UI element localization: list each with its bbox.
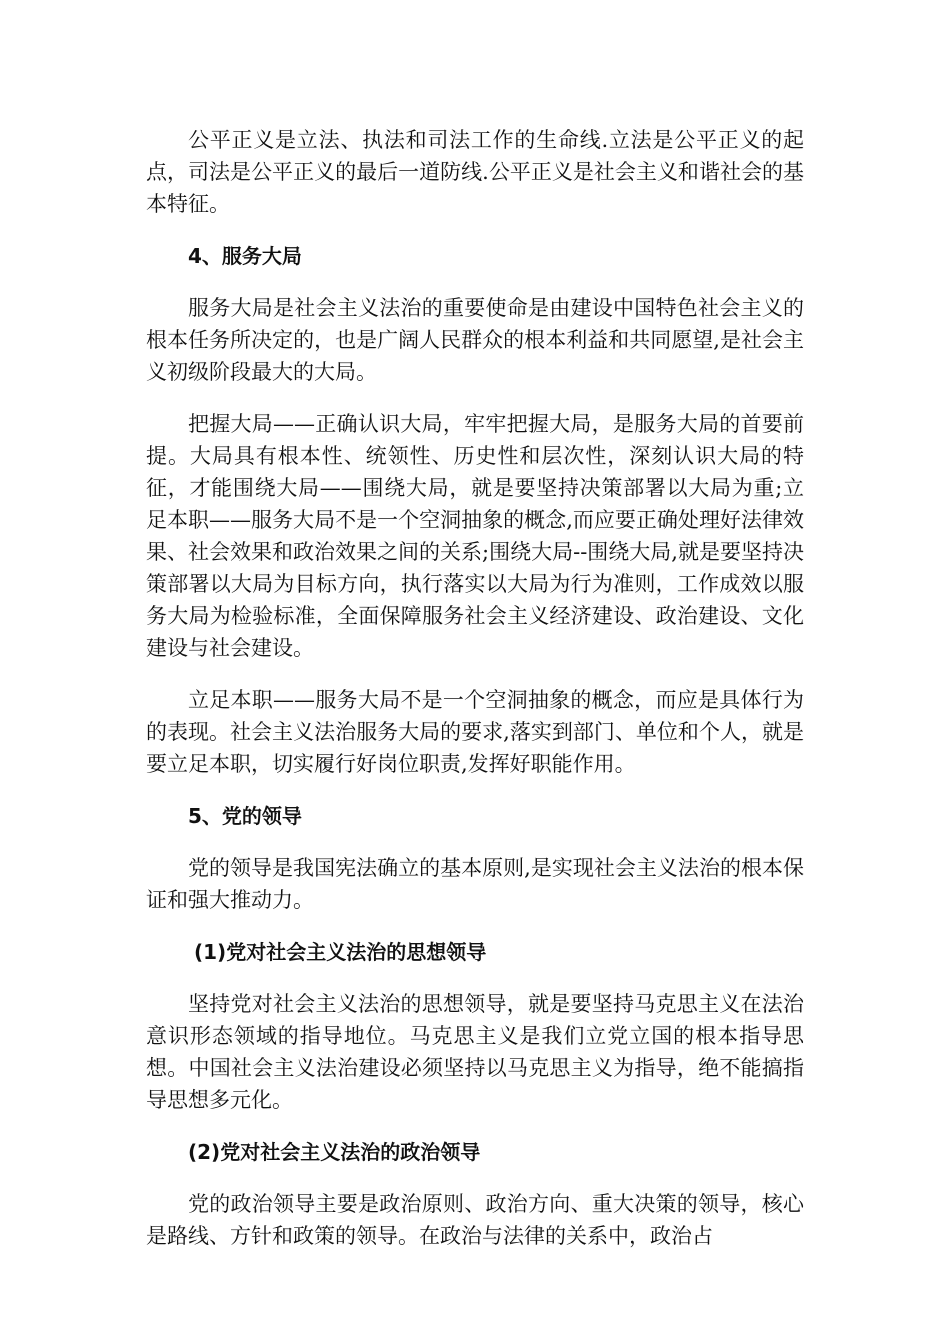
paragraph-ideological-leadership: 坚持党对社会主义法治的思想领导，就是要坚持马克思主义在法治意识形态领域的指导地位。马克思主义是我们立党立国的根本指导思想。中国社会主义法治建设必须坚持以马克思主义为指导，绝不能搞指导思想多元化。 [146, 992, 804, 1112]
paragraph-fairness: 公平正义是立法、执法和司法工作的生命线.立法是公平正义的起点，司法是公平正义的最后一道防线.公平正义是社会主义和谐社会的基本特征。 [146, 128, 804, 216]
section-heading-party-leadership: 5、党的领导 [188, 804, 302, 828]
section-heading-serve-overall: 4、服务大局 [188, 244, 302, 268]
document-body [146, 124, 804, 1272]
paragraph-grasp-overall: 把握大局——正确认识大局，牢牢把握大局，是服务大局的首要前提。大局具有根本性、统领性、历史性和层次性，深刻认识大局的特征，才能围绕大局——围绕大局，就是要坚持决策部署以大局为重;立足本职——服务大局不是一个空洞抽象的概念,而应要正确处理好法律效果、社会效果和政治效果之间的关系;围绕大局--围绕大局,就是要坚持决策部署以大局为目标方向，执行落实以大局为行为准则，工作成效以服务大局为检验标准，全面保障服务社会主义经济建设、政治建设、文化建设与社会建设。 [146, 412, 804, 660]
paragraph-serve-overall-mission: 服务大局是社会主义法治的重要使命是由建设中国特色社会主义的根本任务所决定的，也是广阔人民群众的根本利益和共同愿望,是社会主义初级阶段最大的大局。 [146, 296, 804, 384]
paragraph-based-on-post: 立足本职——服务大局不是一个空洞抽象的概念，而应是具体行为的表现。社会主义法治服务大局的要求,落实到部门、单位和个人，就是要立足本职，切实履行好岗位职责,发挥好职能作用。 [146, 688, 804, 776]
paragraph-party-leadership: 党的领导是我国宪法确立的基本原则,是实现社会主义法治的根本保证和强大推动力。 [146, 856, 804, 912]
subheading-ideological-leadership: (1)党对社会主义法治的思想领导 [194, 940, 487, 964]
subheading-political-leadership: (2)党对社会主义法治的政治领导 [188, 1140, 481, 1164]
paragraph-political-leadership: 党的政治领导主要是政治原则、政治方向、重大决策的领导，核心是路线、方针和政策的领导。在政治与法律的关系中，政治占 [146, 1192, 804, 1248]
